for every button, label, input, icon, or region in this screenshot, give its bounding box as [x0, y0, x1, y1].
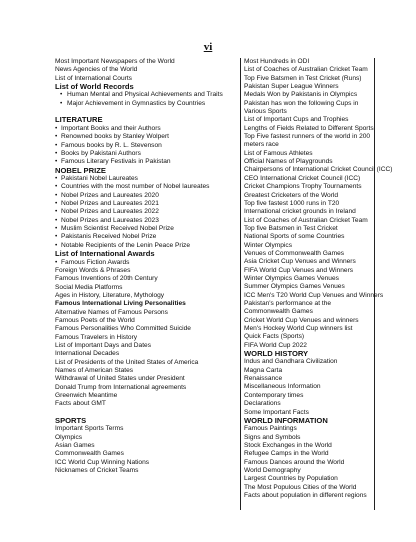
toc-entry: Most Hundreds in ODI — [244, 58, 310, 65]
toc-entry: Facts about GMT — [55, 400, 106, 408]
toc-entry: Indus and Gandhara Civilization — [244, 358, 338, 366]
section-heading: LITERATURE — [55, 115, 103, 125]
toc-entry: Refugee Camps in the World — [244, 450, 329, 458]
toc-entry: List of Important Cups and Trophies — [244, 116, 349, 124]
toc-entry: List of Famous Athletes — [244, 149, 313, 157]
toc-entry: Some Important Facts — [244, 408, 309, 416]
toc-entry: Top five fastest 1000 runs in T20 — [244, 199, 340, 207]
toc-entry-bold: Famous International Living Personalities — [55, 300, 186, 308]
toc-entry: Olympics — [55, 433, 83, 441]
toc-entry: Largest Countries by Population — [244, 475, 338, 483]
toc-entry: Men's Hockey World Cup winners list — [244, 325, 353, 332]
toc-entry: World Demography — [244, 466, 301, 474]
section-heading: SPORTS — [55, 416, 87, 426]
toc-entry: Official Names of Playgrounds — [244, 158, 333, 166]
toc-entry: ICC Men's T20 World Cup Venues and Winners — [244, 291, 384, 299]
toc-entry: Signs and Symbols — [244, 433, 301, 441]
toc-entry: FIFA World Cup 2022 — [244, 341, 307, 349]
toc-entry: Ages in History, Literature, Mythology — [55, 291, 165, 299]
toc-entry: Chairpersons of International Cricket Council (ICC) — [244, 166, 393, 174]
toc-entry: Famous Inventions of 20th Century — [55, 275, 158, 283]
section-heading: List of International Awards — [55, 249, 155, 259]
toc-entry: List of Presidents of the United States of America — [55, 358, 199, 366]
toc-entry: Contemporary times — [244, 391, 304, 399]
toc-entry: Greatest Cricketers of the World — [244, 191, 339, 199]
toc-bullet-entry: • Nobel Prizes and Laureates 2022 — [55, 208, 240, 216]
toc-entry: Foreign Words & Phrases — [55, 266, 131, 274]
toc-entry: Winter Olympics Games Venues — [244, 274, 339, 282]
toc-entry: Top five Batsmen in Test Cricket — [244, 224, 338, 232]
toc-entry: Commonwealth Games — [55, 450, 124, 458]
toc-entry: News Agencies of the World — [55, 66, 138, 74]
toc-entry: Quick Facts (Sports) — [244, 333, 305, 341]
toc-bullet-entry: • Pakistanis Received Nobel Prize — [55, 233, 240, 241]
toc-bullet-entry: • Notable Recipients of the Lenin Peace Prize — [55, 242, 240, 250]
toc-entry: Renaissance — [244, 375, 283, 383]
toc-entry: Summer Olympics Games Venues — [244, 283, 345, 291]
toc-entry: Famous Travelers in History — [55, 333, 138, 341]
toc-entry: National Sports of some Countries — [244, 233, 345, 241]
toc-bullet-entry: • Renowned books by Stanley Wolpert — [55, 133, 240, 141]
toc-entry: Lengths of Fields Related to Different Sports — [244, 124, 374, 132]
toc-entry: Cricket Champions Trophy Tournaments — [244, 183, 362, 191]
toc-entry: ICC World Cup Winning Nations — [55, 458, 150, 466]
toc-entry: List of International Courts — [55, 74, 132, 82]
toc-bullet-entry: • Countries with the most number of Nobel laureates — [55, 183, 240, 191]
toc-bullet-entry: • Books by Pakistani Authors — [55, 150, 240, 158]
toc-entry: Pakistan has won the following Cups in Various Sports — [244, 99, 359, 116]
toc-entry: Venues of Commonwealth Games — [244, 249, 345, 257]
toc-bullet-entry: • Famous books by R. L. Stevenson — [55, 142, 240, 150]
toc-left-column — [55, 58, 241, 510]
toc-entry: Top Five Batsmen in Test Cricket (Runs) — [244, 74, 362, 82]
toc-entry: Alternative Names of Famous Persons — [55, 308, 168, 316]
toc-entry: Famous Dances around the World — [244, 458, 345, 466]
toc-entry: Withdrawal of United States under President — [55, 375, 185, 383]
toc-bullet-entry: • Nobel Prizes and Laureates 2021 — [55, 200, 240, 208]
toc-entry: Declarations — [244, 400, 281, 408]
section-heading: NOBEL PRIZE — [55, 165, 106, 175]
toc-entry: Names of American States — [55, 366, 134, 374]
toc-entry: Pakistan Super League Winners — [244, 83, 339, 91]
toc-bullet-entry: • Important Books and their Authors — [55, 125, 240, 133]
toc-entry: Famous Poets of the World — [55, 316, 135, 324]
toc-entry: List of Coaches of Australian Cricket Team — [244, 66, 368, 74]
section-heading: List of World Records — [55, 82, 134, 92]
toc-entry: Nicknames of Cricket Teams — [55, 467, 139, 475]
toc-entry: Social Media Platforms — [55, 283, 123, 291]
toc-entry: CEO International Cricket Council (ICC) — [244, 174, 361, 182]
toc-entry: International Decades — [55, 350, 120, 358]
toc-entry: Top Five fastest runners of the world in 200 meters race — [244, 133, 371, 149]
toc-bullet-entry: • Famous Fiction Awards — [55, 259, 240, 267]
page-number: vi — [203, 41, 213, 53]
toc-bullet-entry: • Famous Literary Festivals in Pakistan — [55, 158, 240, 166]
toc-entry: FIFA World Cup Venues and Winners — [244, 266, 354, 274]
toc-bullet-entry: • Nobel Prizes and Laureates 2023 — [55, 217, 240, 225]
toc-entry: Medals Won by Pakistanis in Olympics — [244, 91, 358, 99]
toc-entry: Donald Trump from International agreements — [55, 383, 187, 391]
section-heading: WORLD HISTORY — [244, 349, 309, 359]
toc-entry: International cricket grounds in Ireland — [244, 208, 356, 216]
toc-entry: Famous Paintings — [244, 425, 297, 433]
toc-bullet-entry: • Human Mental and Physical Achievements and Traits — [55, 91, 240, 99]
toc-entry: Stock Exchanges in the World — [244, 441, 332, 449]
toc-entry: Winter Olympics — [244, 241, 292, 249]
toc-entry: List of Coaches of Australian Cricket Team — [244, 216, 368, 224]
toc-entry: Miscellaneous Information — [244, 383, 321, 391]
toc-entry: Magna Carta — [244, 366, 283, 374]
toc-right-column — [244, 58, 393, 510]
toc-bullet-entry: • Muslim Scientist Received Nobel Prize — [55, 225, 240, 233]
toc-entry: Asia Cricket Cup Venues and Winners — [244, 258, 356, 266]
toc-entry: Greenwich Meantime — [55, 392, 118, 399]
toc-entry: Facts about population in different regions — [244, 492, 367, 499]
toc-bullet-entry: • Major Achievement in Gymnastics by Countries — [55, 100, 240, 108]
toc-entry: Famous Personalities Who Committed Suicide — [55, 325, 191, 333]
toc-entry: The Most Populous Cities of the World — [244, 483, 357, 491]
toc-entry: List of Important Days and Dates — [55, 341, 152, 349]
toc-bullet-entry: • Pakistani Nobel Laureates — [55, 175, 240, 183]
toc-bullet-entry: • Nobel Prizes and Laureates 2020 — [55, 192, 240, 200]
toc-entry: Most Important Newspapers of the World — [55, 58, 175, 65]
toc-entry: Cricket World Cup Venues and winners — [244, 316, 359, 324]
section-heading: WORLD INFORMATION — [244, 415, 328, 425]
toc-entry: Asian Games — [55, 442, 95, 450]
toc-entry: Pakistan's performance at the Commonwealth Games — [244, 299, 332, 316]
toc-entry: Important Sports Terms — [55, 425, 124, 433]
